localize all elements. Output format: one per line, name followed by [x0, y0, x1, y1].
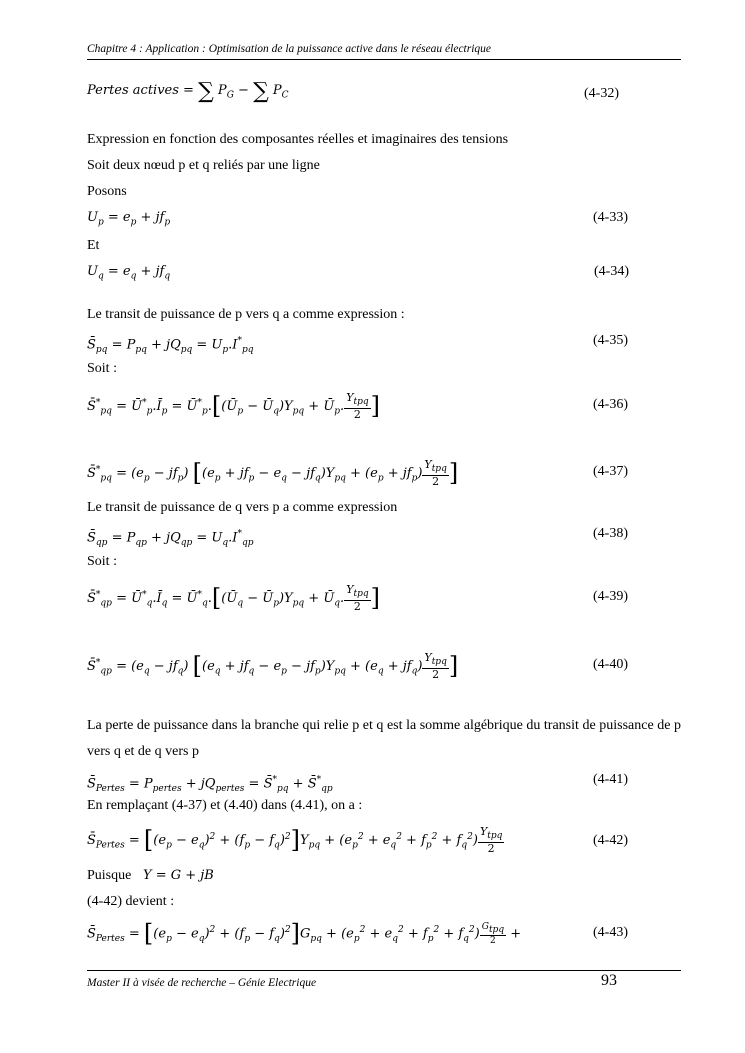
equation-number: (4-38)	[593, 526, 628, 541]
equation-4-40-expr: $S̄^*_{qp} = (e_q - jf_q) [(e_q + jf_q - e_p - jf_p)Y_{pq} + (e_q + jf_q)$ $\frac{Y_{tpq}}{2}$ ]	[87, 651, 459, 682]
equation-4-38-expr: $S̄_{qp} = P_{qp} + jQ_{qp} = U_q.I^*_{qp}$	[87, 529, 254, 548]
page-number: 93	[601, 972, 617, 989]
equation-4-39	[87, 580, 681, 616]
page-header: Chapitre 4 : Application : Optimisation de la puissance active dans le réseau électrique	[87, 43, 681, 60]
equation-4-35-expr: $S̄_{pq} = P_{pq} + jQ_{pq} = U_p.I^*_{pq}$	[87, 336, 254, 355]
equation-number: (4-34)	[594, 264, 629, 279]
puisque-line	[87, 867, 681, 887]
page-footer	[87, 970, 681, 997]
equation-4-36-expr: $S̄^*_{pq}$ = $Ū^*_p.Ī_p$ = $Ū^*_p.[(Ū_p$ − $Ū_q)Y_{pq}$ + $Ū_p$. $\frac{Y_{tpq}}{2}$ ]	[87, 391, 380, 422]
equation-4-40	[87, 648, 681, 684]
text-line: Le transit de puissance de p vers q a comme expression :	[87, 307, 405, 322]
equation-number: (4-35)	[593, 333, 628, 348]
equation-4-35	[87, 332, 681, 355]
paragraph: La perte de puissance dans la branche qui relie p et q est la somme algébrique du transit de puissance de p vers q et de q vers p	[87, 718, 681, 759]
equation-4-39-expr: $S̄^*_{qp}$ = $Ū^*_q.Ī_q$ = $Ū^*_q.[(Ū_q$ − $Ū_p)Y_{pq}$ + $Ū_q$. $\frac{Y_{tpq}}{2}$ ]	[87, 583, 380, 614]
equation-4-41-expr: $S̄_{Pertes} = P_{pertes} + jQ_{pertes}$ = $S̄^*_{pq}$ + $S̄^*_{qp}$	[87, 775, 333, 794]
equation-4-42	[87, 822, 681, 858]
text-line: (4-42) devient :	[87, 894, 175, 909]
equation-4-33-expr: $U_p = e_p + jf_p$	[87, 210, 171, 228]
text-line: Puisque	[87, 868, 132, 883]
footer-text: Master II à visée de recherche – Génie Electrique	[87, 977, 317, 989]
equation-4-33	[87, 209, 681, 229]
text-line: Soit :	[87, 361, 117, 376]
equation-number: (4-40)	[593, 657, 628, 672]
equation-number: (4-43)	[593, 925, 628, 940]
equation-4-36	[87, 388, 681, 424]
equation-4-34-expr: $U_q = e_q + jf_q$	[87, 264, 171, 282]
equation-4-32	[87, 79, 681, 104]
equation-4-37-expr: $S̄^*_{pq} = (e_p - jf_p) [(e_p + jf_p - e_q - jf_q)Y_{pq} + (e_p + jf_p)$ $\frac{Y_{tpq}}{2}$ ]	[87, 458, 459, 489]
text-line: Et	[87, 238, 100, 253]
equation-4-38	[87, 525, 681, 548]
equation-4-34	[87, 263, 681, 283]
equation-4-43-expr: $S̄_{Pertes} = [(e_p - e_q)^2 + (f_p - f_q)^2]G_{pq} + (e_p^2 + e_q^2 + f_p^2 + f_q^2)$ $\frac{G_{tpq}}{2}$ +	[87, 919, 522, 948]
equation-number: (4-41)	[593, 772, 628, 787]
equation-inline: Y = G + jB	[143, 868, 214, 883]
equation-4-41	[87, 771, 681, 794]
equation-number: (4-39)	[593, 589, 628, 604]
text-line: Posons	[87, 184, 127, 199]
text-line: Soit :	[87, 554, 117, 569]
equation-4-43	[87, 917, 681, 951]
equation-4-37	[87, 455, 681, 491]
equation-number: (4-36)	[593, 397, 628, 412]
equation-number: (4-32)	[584, 86, 619, 101]
text-line: En remplaçant (4-37) et (4.40) dans (4.41), on a :	[87, 798, 363, 813]
equation-number: (4-37)	[593, 464, 628, 479]
equation-4-32-expr: Pertes actives = ∑ $P_G$ − ∑ $P_C$	[87, 79, 289, 104]
equation-number: (4-42)	[593, 833, 628, 848]
text-line: Soit deux nœud p et q reliés par une ligne	[87, 158, 320, 173]
text-line: Expression en fonction des composantes réelles et imaginaires des tensions	[87, 132, 509, 147]
equation-4-42-expr: $S̄_{Pertes} = [(e_p - e_q)^2 + (f_p - f_q)^2]Y_{pq} + (e_p^2 + e_q^2 + f_p^2 + f_q^2)$ $\frac{Y_{tpq}}{2}$	[87, 825, 503, 856]
text-line: Le transit de puissance de q vers p a comme expression	[87, 500, 398, 515]
equation-number: (4-33)	[593, 210, 628, 225]
